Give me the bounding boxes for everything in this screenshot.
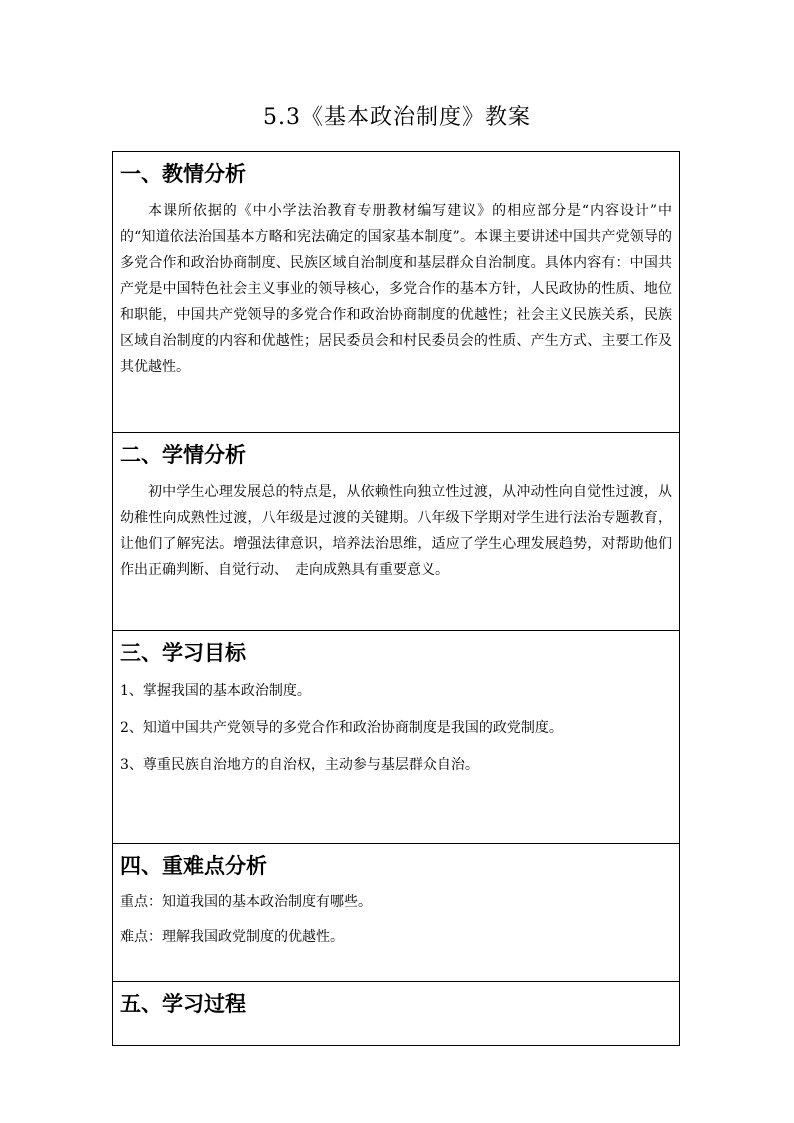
section-paragraph: 本课所依据的《中小学法治教育专册教材编写建议》的相应部分是“内容设计”中的“知道依法治国基本方略和宪法确定的国家基本制度”。本课主要讲述中国共产党领导的多党合作和政治协商制度、民族区域自治制度和基层群众自治制度。具体内容有：中国共产党是中国特色社会主义事业的领导核心，多党合作的基本方针，人民政协的性质、地位和职能，中国共产党领导的多党合作和政治协商制度的优越性；社会主义民族关系，民族区域自治制度的内容和优越性；居民委员会和村民委员会的性质、产生方式、主要工作及其优越性。 bbox=[120, 203, 672, 375]
key-points-list bbox=[120, 892, 672, 947]
list-item: 重点：知道我国的基本政治制度有哪些。 bbox=[120, 894, 372, 910]
document-title: 5.3《基本政治制度》教案 bbox=[263, 105, 531, 130]
list-item: 3、尊重民族自治地方的自治权，主动参与基层群众自治。 bbox=[120, 757, 479, 773]
section-student-analysis bbox=[113, 441, 686, 631]
lesson-plan-table bbox=[112, 151, 686, 1046]
objectives-list bbox=[120, 681, 672, 775]
section-paragraph: 初中学生心理发展总的特点是，从依赖性向独立性过渡，从冲动性向自觉性过渡，从幼稚性向成熟性过渡，八年级是过渡的关键期。八年级下学期对学生进行法治专题教育，让他们了解宪法。增强法律意识，培养法治思维，适应了学生心理发展趋势，对帮助他们 作出正确判断、自觉行动、 走向成熟具有重要意义。 bbox=[120, 484, 686, 578]
section-heading: 五、学习过程 bbox=[120, 992, 246, 1016]
section-key-difficult-points bbox=[113, 852, 679, 982]
section-heading: 四、重难点分析 bbox=[120, 854, 267, 878]
list-item: 2、知道中国共产党领导的多党合作和政治协商制度是我国的政党制度。 bbox=[120, 720, 563, 736]
section-teaching-analysis bbox=[113, 160, 679, 433]
section-heading: 二、学情分析 bbox=[120, 443, 246, 467]
section-heading: 一、教情分析 bbox=[120, 162, 246, 186]
list-item: 难点：理解我国政党制度的优越性。 bbox=[120, 929, 344, 945]
list-item: 1、掌握我国的基本政治制度。 bbox=[120, 683, 311, 699]
section-heading: 三、学习目标 bbox=[120, 641, 246, 665]
section-learning-process bbox=[113, 990, 679, 1045]
section-learning-objectives bbox=[113, 639, 679, 844]
